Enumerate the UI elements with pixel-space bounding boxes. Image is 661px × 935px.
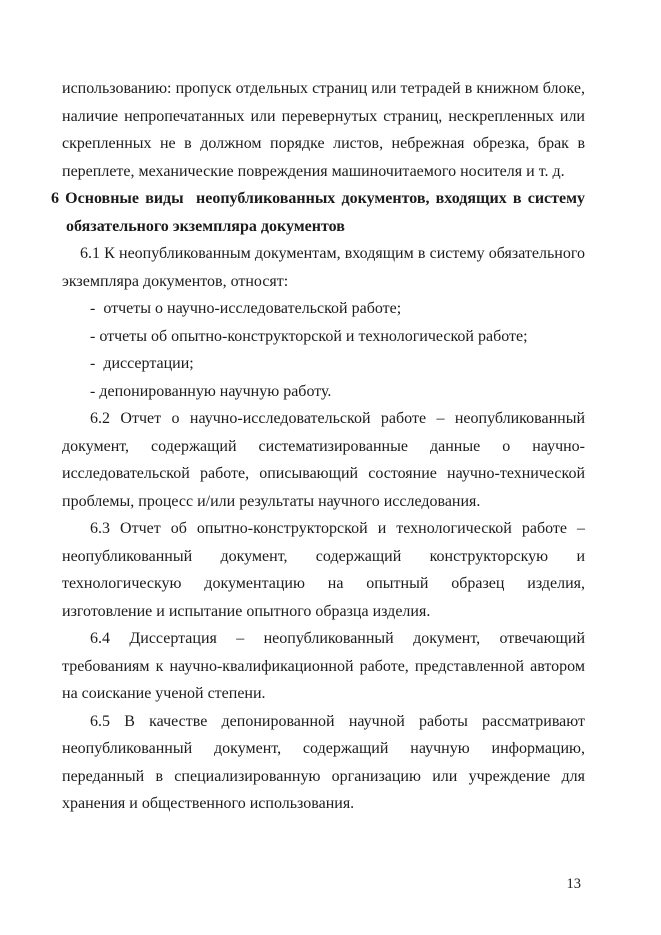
list-item: - отчеты о научно-исследовательской работе; [90,300,402,317]
paragraph-intro: использованию: пропуск отдельных страниц или тетрадей в книжном блоке, наличие непропечатанных или перевернутых страниц, нескрепленных или скрепленных не в должном порядке листов, небрежная обрезка, брак в переплете, механические повреждения машиночитаемого носителя и т. д. [62,80,585,180]
list-item: - отчеты об опытно-конструкторской и технологической работе; [90,327,528,345]
document-body [51,75,585,818]
list-item: - диссертации; [90,355,194,372]
section-6-heading: 6 Основные виды неопубликованных документов, входящих в систему обязательного экземпляра документов [51,190,585,235]
paragraph-6-5: 6.5 В качестве депонированной научной работы рассматривают неопубликованный документ, содержащий научную информацию, переданный в специализированную организацию или учреждение для хранения и общественного использования. [62,712,585,812]
paragraph-6-2: 6.2 Отчет о научно-исследовательской работе – неопубликованный документ, содержащий систематизированные данные о научно-исследовательской работе, описывающий состояние научно-технической проблемы, процесс и/или результаты научного исследования. [62,410,585,510]
paragraph-6-1: 6.1 К неопубликованным документам, входящим в систему обязательного экземпляра документов, относят: [62,245,585,290]
paragraph-6-4: 6.4 Диссертация – неопубликованный документ, отвечающий требованиям к научно-квалификационной работе, представленной автором на соискание ученой степени. [62,630,585,702]
paragraph-6-3: 6.3 Отчет об опытно-конструкторской и технологической работе – неопубликованный документ, содержащий конструкторскую и технологическую документацию на опытный образец изделия, изготовление и испытание опытного образца изделия. [62,520,585,620]
list-item: - депонированную научную работу. [90,382,332,400]
page-number: 13 [566,876,581,892]
